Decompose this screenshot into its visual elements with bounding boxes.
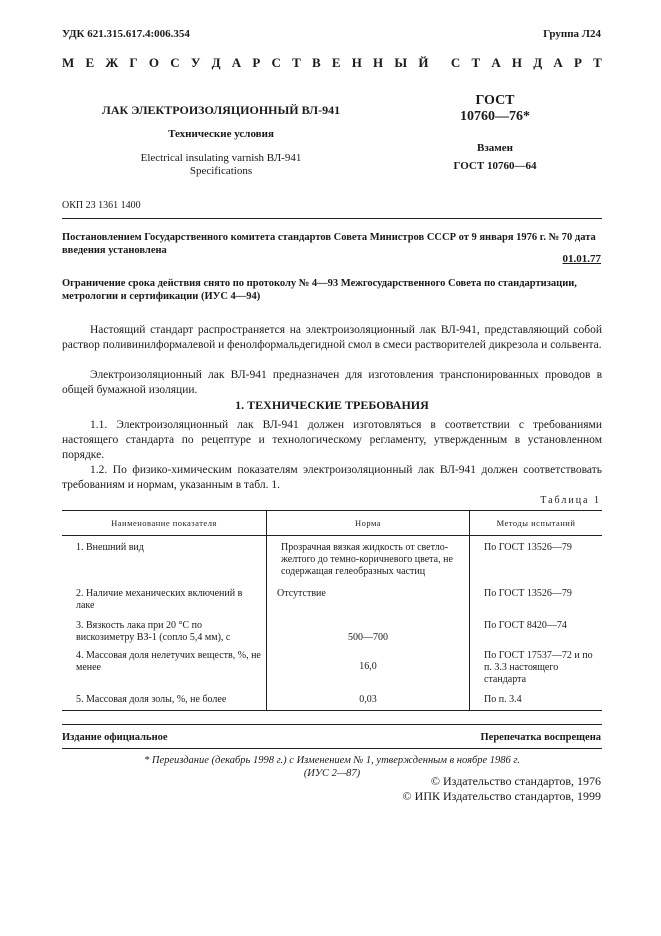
gost-designation: [430, 93, 560, 125]
section-title: 1. ТЕХНИЧЕСКИЕ ТРЕБОВАНИЯ: [235, 398, 429, 412]
cell-norm: Отсутствие: [267, 580, 470, 614]
column-header-methods: Методы испытаний: [470, 511, 603, 536]
banner-letter: Г: [129, 55, 138, 70]
banner-letter: В: [311, 55, 321, 70]
official-edition: Издание официальное: [62, 732, 168, 743]
standard-banner: [62, 55, 602, 71]
banner-letter: Т: [471, 55, 481, 70]
banner-letter: Ы: [394, 55, 408, 70]
banner-letter: О: [148, 55, 160, 70]
cell-method: По ГОСТ 13526—79: [470, 536, 603, 581]
copyright-1976: © Издательство стандартов, 1976: [430, 774, 601, 788]
banner-letter: М: [62, 55, 75, 70]
banner-letter: А: [491, 55, 501, 70]
reprint-prohibited: Перепечатка воспрещена: [480, 732, 601, 743]
banner-letter: Р: [252, 55, 261, 70]
table-row: [62, 580, 602, 614]
table-header-row: [62, 511, 602, 536]
replaces-label: Взамен: [477, 142, 513, 154]
reissue-note-line: * Переиздание (декабрь 1998 г.) с Изменением № 1, утвержденным в ноябре 1986 г.: [143, 755, 521, 766]
limitation-note: Ограничение срока действия снято по протоколу № 4—93 Межгосударственного Совета по стандартизации, метрологии и сертификации (ИУС 4—94): [62, 278, 577, 302]
banner-letter: Й: [418, 55, 429, 70]
copyright-1999: © ИПК Издательство стандартов, 1999: [402, 789, 601, 803]
purpose-paragraph: Электроизоляционный лак ВЛ-941 предназначен для изготовления транспонированных проводов в общей бумажной изоляции.: [62, 369, 602, 396]
cell-norm: 16,0: [267, 646, 470, 688]
divider: [62, 218, 602, 219]
column-header-norm: Норма: [267, 511, 470, 536]
reissue-note-ius: (ИУС 2—87): [303, 768, 361, 779]
document-subtitle: Технические условия: [168, 128, 274, 140]
document-title: ЛАК ЭЛЕКТРОИЗОЛЯЦИОННЫЙ ВЛ-941: [101, 103, 341, 117]
cell-method: По ГОСТ 13526—79: [470, 580, 603, 614]
requirements-table: [62, 510, 602, 711]
group-code: Группа Л24: [543, 28, 601, 40]
banner-letter: Н: [351, 55, 362, 70]
decree-text: Постановлением Государственного комитета стандартов Совета Министров СССР от 9 января 1976 г. № 70 дата введения установлена: [62, 232, 596, 256]
replaces-block: [430, 139, 560, 175]
english-subtitle-line: Specifications: [189, 165, 253, 177]
intro-paragraph: Настоящий стандарт распространяется на электроизоляционный лак ВЛ-941, представляющий собой раствор поливинилформалевой и фенолформальдегидной смол в смеси растворителей дикрезола и сольвента.: [62, 324, 602, 351]
cell-name: 2. Наличие механических включений в лаке: [76, 588, 243, 611]
footer-divider: [62, 724, 602, 725]
banner-letter: Д: [211, 55, 221, 70]
banner-letter: А: [231, 55, 242, 70]
table-row: [62, 536, 602, 581]
copyright-block: [403, 774, 601, 804]
udk-code: УДК 621.315.617.4:006.354: [62, 28, 190, 40]
banner-letter: С: [450, 55, 461, 70]
banner-letter: Ж: [105, 55, 119, 70]
banner-letter: Н: [373, 55, 384, 70]
cell-norm: 0,03: [267, 688, 470, 711]
banner-letter: А: [553, 55, 563, 70]
banner-letter: Е: [85, 55, 95, 70]
cell-norm: Прозрачная вязкая жидкость от светло-желтого до темно-коричневого цвета, не содержащая гелеобразных частиц: [267, 536, 470, 581]
cell-name: 5. Массовая доля золы, %, не более: [62, 688, 267, 711]
clause-1-1: 1.1. Электроизоляционный лак ВЛ-941 должен изготовляться в соответствии с требованиями настоящего стандарта по рецептуре и технологическому регламенту, утвержденным в установленном порядке.: [62, 419, 602, 461]
gost-number: 10760—76*: [460, 109, 530, 124]
banner-letter: Т: [593, 55, 602, 70]
cell-method: По ГОСТ 8420—74: [470, 614, 603, 646]
okp-code: ОКП 23 1361 1400: [62, 200, 141, 211]
banner-letter: У: [190, 55, 201, 70]
cell-norm: 500—700: [267, 614, 470, 646]
gost-label: ГОСТ: [475, 93, 515, 108]
cell-name: 3. Вязкость лака при 20 °С по вискозиметру ВЗ-1 (сопло 5,4 мм), с: [76, 620, 231, 643]
banner-letter: С: [271, 55, 281, 70]
column-header-name: Наименование показателя: [62, 511, 267, 536]
banner-letter: С: [170, 55, 180, 70]
replaces-gost: ГОСТ 10760—64: [453, 160, 537, 172]
banner-letter: Н: [511, 55, 523, 70]
clause-1-2: 1.2. По физико-химическим показателям электроизоляционный лак ВЛ-941 должен соответствовать требованиям и нормам, указанным в табл. 1.: [62, 464, 602, 491]
english-title: [62, 152, 380, 178]
table-row: [62, 688, 602, 711]
introduction-date: 01.01.77: [562, 253, 601, 265]
cell-name: 1. Внешний вид: [76, 542, 144, 553]
banner-letter: Т: [292, 55, 301, 70]
table-caption: Таблица 1: [540, 495, 601, 506]
english-title-line: Electrical insulating varnish ВЛ-941: [140, 152, 302, 164]
cell-name: 4. Массовая доля нелетучих веществ, %, не менее: [76, 650, 261, 673]
cell-method: По п. 3.4: [470, 688, 603, 711]
table-row: [62, 614, 602, 646]
table-row: [62, 646, 602, 688]
banner-letter: Р: [574, 55, 582, 70]
cell-method: По ГОСТ 17537—72 и по п. 3.3 настоящего стандарта: [470, 646, 603, 688]
banner-letter: Д: [533, 55, 543, 70]
footer-divider-2: [62, 748, 602, 749]
banner-letter: Е: [331, 55, 341, 70]
